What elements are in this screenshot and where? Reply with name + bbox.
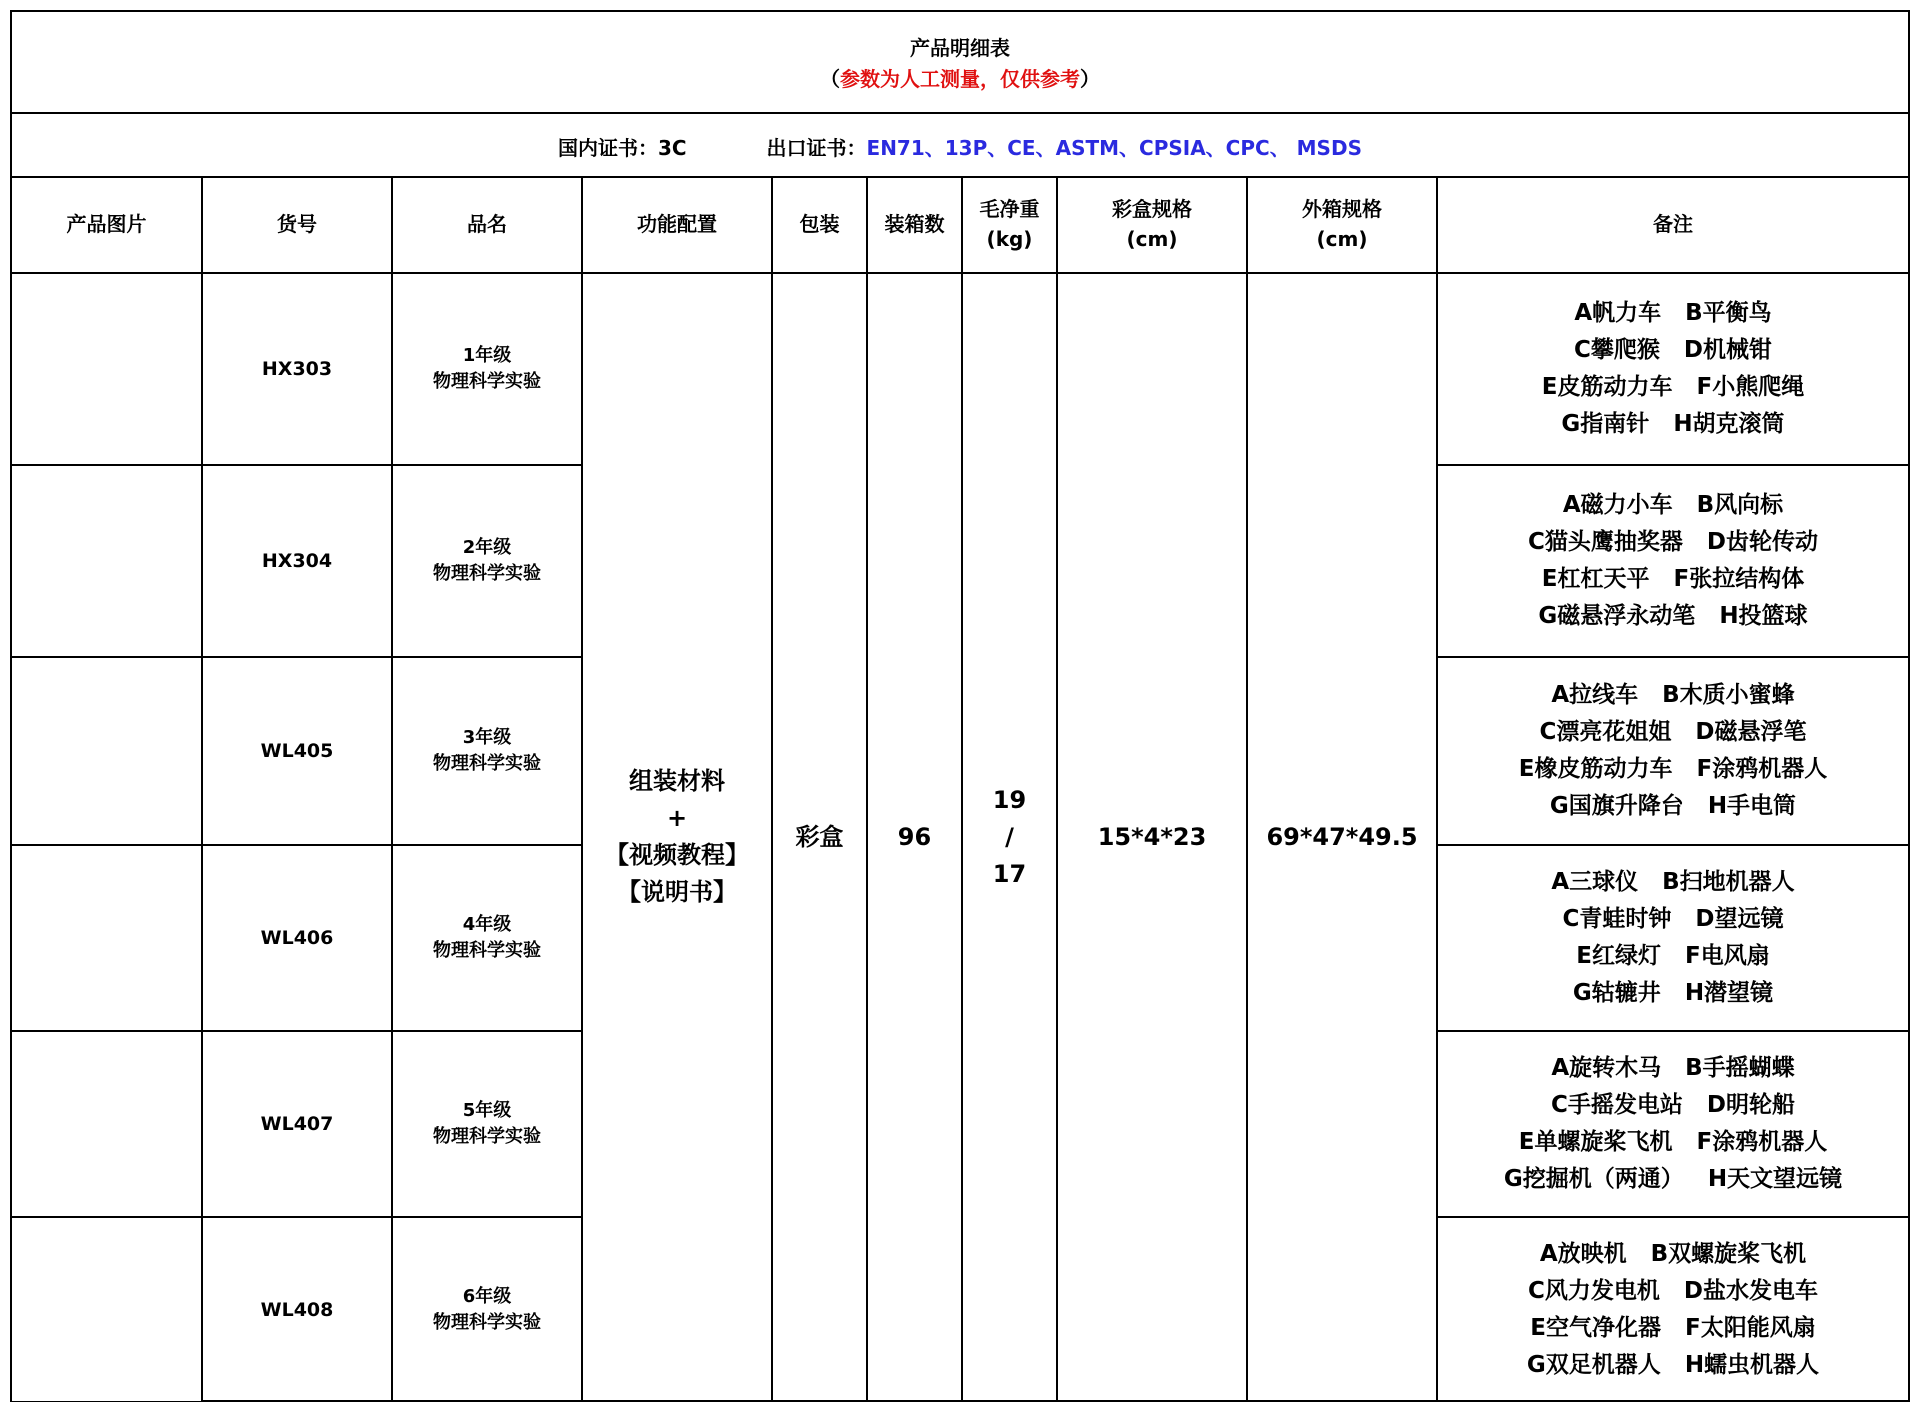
- net-weight: 17: [992, 859, 1027, 888]
- page-title: 产品明细表: [910, 36, 1010, 60]
- note-item: C漂亮花姐姐: [1539, 719, 1672, 745]
- note-line: [1438, 677, 1908, 714]
- note-item: F张拉结构体: [1673, 566, 1805, 592]
- subtitle-open-paren: （: [820, 67, 840, 91]
- product-name-type: 物理科学实验: [433, 940, 541, 961]
- weight-separator: /: [1005, 822, 1014, 851]
- domestic-cert-value: 3C: [658, 136, 687, 160]
- note-item: F小熊爬绳: [1696, 374, 1805, 400]
- product-image-cell: [12, 845, 202, 1031]
- note-item: E杠杠天平: [1541, 566, 1650, 592]
- product-image-cell: [12, 465, 202, 657]
- note-item: C青蛙时钟: [1562, 906, 1672, 932]
- product-code: WL407: [202, 1031, 392, 1217]
- note-item: E皮筋动力车: [1541, 374, 1673, 400]
- note-item: F电风扇: [1685, 943, 1770, 969]
- note-item: H蠕虫机器人: [1684, 1351, 1820, 1378]
- header-outer-size-label: 外箱规格: [1302, 197, 1382, 221]
- export-cert-value: EN71、13P、CE、ASTM、CPSIA、CPC、 MSDS: [866, 136, 1362, 160]
- note-item: D盐水发电车: [1683, 1277, 1818, 1304]
- note-item: C猫头鹰抽奖器: [1528, 529, 1683, 555]
- note-item: A拉线车: [1551, 682, 1639, 708]
- config-manual: 【说明书】: [617, 878, 737, 906]
- note-item: B手摇蝴蝶: [1685, 1055, 1795, 1081]
- note-line: [1438, 714, 1908, 751]
- note-line: [1438, 561, 1908, 598]
- note-item: F涂鸦机器人: [1696, 1129, 1828, 1155]
- note-line: [1438, 975, 1908, 1012]
- product-name-grade: 5年级: [462, 1100, 512, 1121]
- note-item: D望远镜: [1695, 906, 1784, 932]
- product-image-cell: [12, 1031, 202, 1217]
- product-name-grade: 1年级: [462, 345, 512, 366]
- note-line: [1438, 864, 1908, 901]
- product-name: [392, 845, 582, 1031]
- config-plus: +: [666, 804, 688, 832]
- note-line: [1438, 1161, 1908, 1198]
- product-image-cell: [12, 273, 202, 465]
- product-name-grade: 4年级: [462, 914, 512, 935]
- header-qty: 装箱数: [867, 176, 962, 273]
- outer-carton-size: 69*47*49.5: [1247, 273, 1437, 1401]
- header-row: [12, 176, 1908, 273]
- product-name: [392, 1217, 582, 1401]
- domestic-cert-label: 国内证书：: [558, 136, 658, 160]
- note-line: [1438, 524, 1908, 561]
- note-line: [1438, 1087, 1908, 1124]
- notes-cell: [1437, 465, 1908, 657]
- notes-cell: [1437, 657, 1908, 845]
- product-name-type: 物理科学实验: [433, 371, 541, 392]
- header-box-size-label: 彩盒规格: [1112, 197, 1192, 221]
- note-line: [1438, 901, 1908, 938]
- product-code: HX303: [202, 273, 392, 465]
- title-block: [12, 12, 1908, 114]
- product-table: [12, 176, 1908, 1402]
- header-weight-unit: (kg): [986, 227, 1033, 251]
- note-item: G磁悬浮永动笔: [1538, 603, 1696, 629]
- note-item: E空气净化器: [1530, 1314, 1661, 1341]
- product-code: WL408: [202, 1217, 392, 1401]
- note-item: A帆力车: [1574, 300, 1662, 326]
- note-item: A放映机: [1539, 1240, 1627, 1267]
- product-name: [392, 657, 582, 845]
- note-line: [1438, 1124, 1908, 1161]
- notes-cell: [1437, 1031, 1908, 1217]
- note-line: [1438, 1050, 1908, 1087]
- note-item: E橡皮筋动力车: [1518, 756, 1673, 782]
- header-weight: [962, 176, 1057, 273]
- note-item: H手电筒: [1707, 793, 1797, 819]
- product-name-type: 物理科学实验: [433, 1126, 541, 1147]
- notes-cell: [1437, 273, 1908, 465]
- subtitle-note: 参数为人工测量，仅供参考: [840, 67, 1080, 91]
- note-item: C手摇发电站: [1551, 1092, 1683, 1118]
- note-line: [1438, 1310, 1908, 1347]
- note-line: [1438, 1347, 1908, 1384]
- header-weight-label: 毛净重: [979, 197, 1040, 221]
- note-item: D明轮船: [1706, 1092, 1795, 1118]
- product-sheet: [10, 10, 1910, 1402]
- note-item: A三球仪: [1551, 869, 1639, 895]
- note-item: B风向标: [1696, 492, 1784, 518]
- product-name: [392, 273, 582, 465]
- product-name-grade: 3年级: [462, 727, 512, 748]
- note-line: [1438, 598, 1908, 635]
- note-line: [1438, 406, 1908, 443]
- product-name-type: 物理科学实验: [433, 753, 541, 774]
- product-name-type: 物理科学实验: [433, 1311, 541, 1333]
- note-line: [1438, 487, 1908, 524]
- gross-net-weight: [962, 273, 1057, 1401]
- note-item: G指南针: [1561, 411, 1650, 437]
- certificate-bar: [12, 112, 1908, 178]
- gross-weight: 19: [992, 785, 1027, 814]
- note-line: [1438, 295, 1908, 332]
- header-box-size-unit: (cm): [1126, 227, 1178, 251]
- note-item: B扫地机器人: [1662, 869, 1795, 895]
- product-code: WL406: [202, 845, 392, 1031]
- config-video: 【视频教程】: [605, 841, 749, 869]
- product-name-grade: 6年级: [462, 1285, 512, 1307]
- header-config: 功能配置: [582, 176, 772, 273]
- product-name-grade: 2年级: [462, 537, 512, 558]
- color-box-size: 15*4*23: [1057, 273, 1247, 1401]
- note-item: D齿轮传动: [1706, 529, 1818, 555]
- product-name: [392, 465, 582, 657]
- note-item: F涂鸦机器人: [1696, 756, 1828, 782]
- note-item: B木质小蜜蜂: [1662, 682, 1795, 708]
- note-line: [1438, 1236, 1908, 1273]
- note-item: E单螺旋桨飞机: [1518, 1129, 1673, 1155]
- header-notes: 备注: [1437, 176, 1908, 273]
- subtitle-close-paren: ）: [1080, 67, 1100, 91]
- carton-qty: 96: [867, 273, 962, 1401]
- config-materials: 组装材料: [629, 767, 725, 795]
- product-image-cell: [12, 1217, 202, 1401]
- header-box-size: [1057, 176, 1247, 273]
- note-item: A旋转木马: [1551, 1055, 1662, 1081]
- note-item: H投篮球: [1719, 603, 1808, 629]
- note-line: [1438, 788, 1908, 825]
- header-packaging: 包装: [772, 176, 867, 273]
- product-name: [392, 1031, 582, 1217]
- function-config: [582, 273, 772, 1401]
- note-item: H胡克滚筒: [1673, 411, 1785, 437]
- notes-cell: [1437, 1217, 1908, 1401]
- note-item: D磁悬浮笔: [1695, 719, 1807, 745]
- product-name-type: 物理科学实验: [433, 563, 541, 584]
- note-line: [1438, 938, 1908, 975]
- note-item: G挖掘机（两通）: [1503, 1166, 1684, 1192]
- notes-cell: [1437, 845, 1908, 1031]
- note-item: B平衡鸟: [1685, 300, 1772, 326]
- note-item: G国旗升降台: [1549, 793, 1684, 819]
- table-row: [12, 273, 1908, 465]
- note-item: C攀爬猴: [1574, 337, 1660, 363]
- note-item: C风力发电机: [1528, 1277, 1660, 1304]
- note-item: A磁力小车: [1562, 492, 1673, 518]
- header-outer-size-unit: (cm): [1316, 227, 1368, 251]
- note-line: [1438, 332, 1908, 369]
- header-outer-size: [1247, 176, 1437, 273]
- page-subtitle: [12, 63, 1908, 92]
- note-item: H潜望镜: [1684, 980, 1774, 1006]
- header-name: 品名: [392, 176, 582, 273]
- note-item: H天文望远镜: [1707, 1166, 1843, 1192]
- note-item: G双足机器人: [1526, 1351, 1661, 1378]
- product-image-cell: [12, 657, 202, 845]
- packaging: 彩盒: [772, 273, 867, 1401]
- note-item: E红绿灯: [1576, 943, 1661, 969]
- note-line: [1438, 751, 1908, 788]
- export-cert-label: 出口证书：: [766, 136, 867, 160]
- note-item: B双螺旋桨飞机: [1650, 1240, 1807, 1267]
- note-item: D机械钳: [1683, 337, 1772, 363]
- header-image: 产品图片: [12, 176, 202, 273]
- note-line: [1438, 369, 1908, 406]
- note-item: F太阳能风扇: [1685, 1314, 1816, 1341]
- note-item: G轱辘井: [1572, 980, 1661, 1006]
- note-line: [1438, 1273, 1908, 1310]
- header-code: 货号: [202, 176, 392, 273]
- product-code: WL405: [202, 657, 392, 845]
- product-code: HX304: [202, 465, 392, 657]
